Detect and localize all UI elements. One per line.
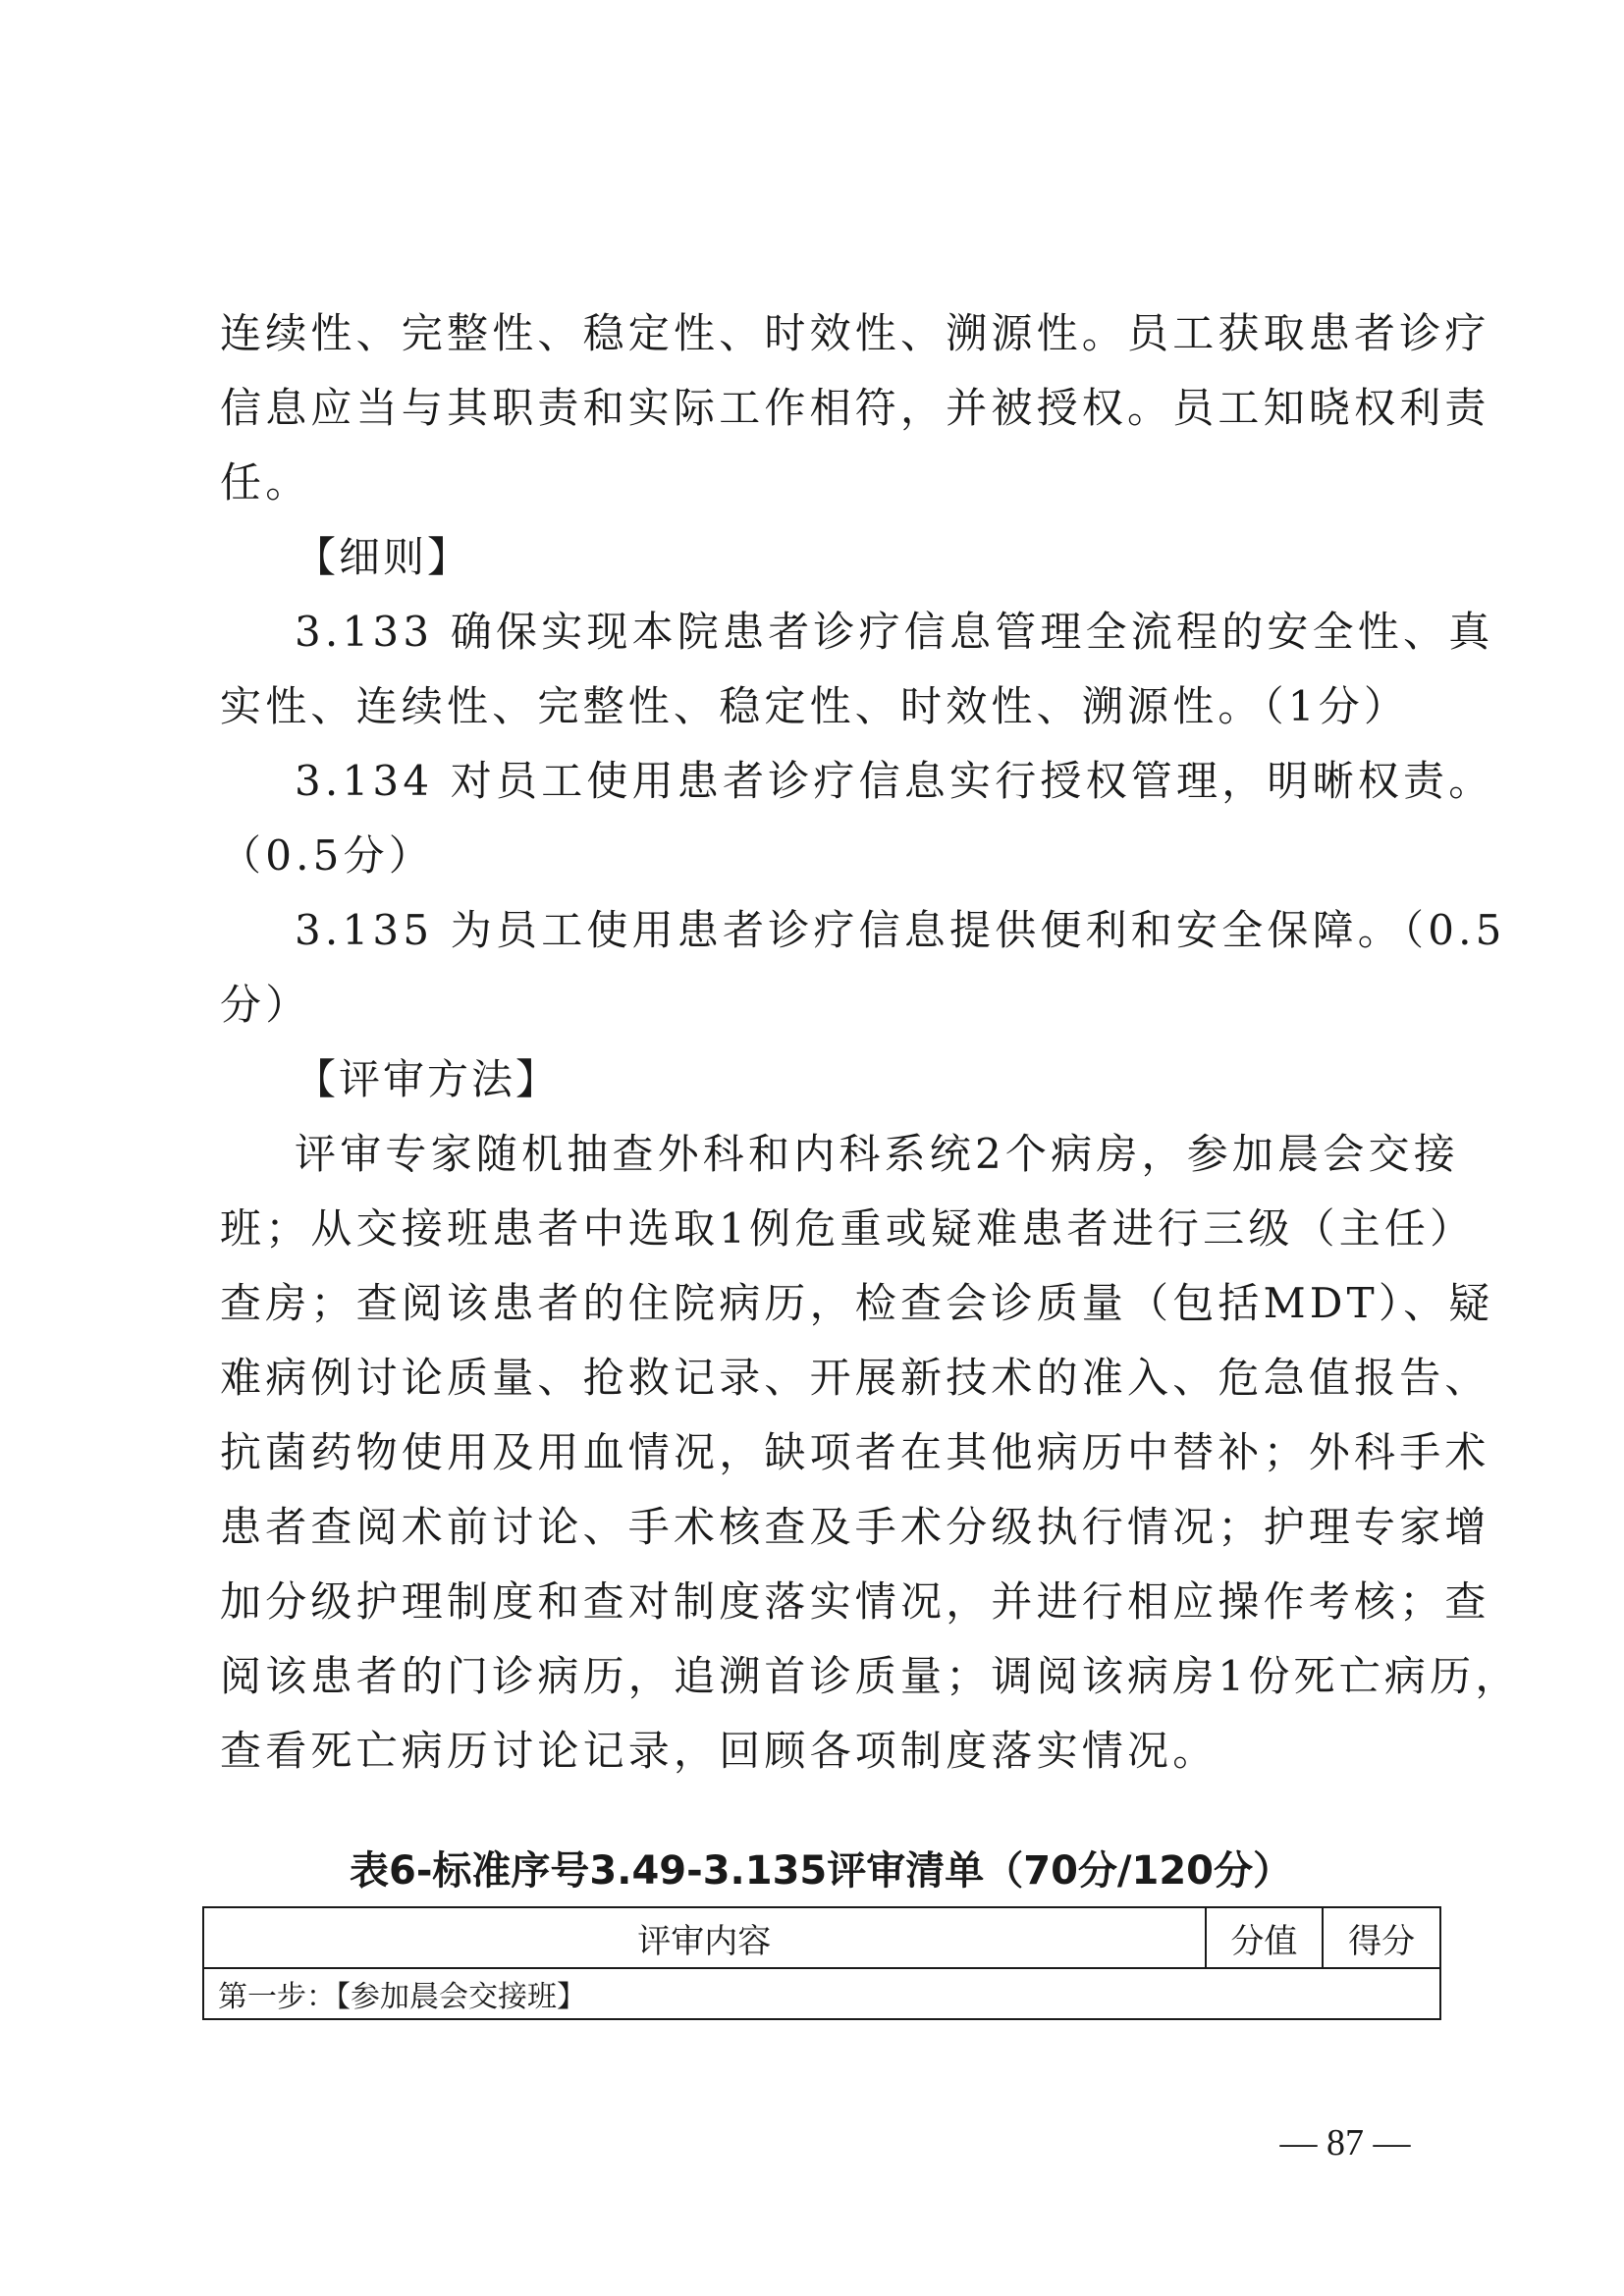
review-method-line: 抗菌药物使用及用血情况，缺项者在其他病历中替补；外科手术 xyxy=(220,1428,1490,1476)
text-line: 信息应当与其职责和实际工作相符，并被授权。员工知晓权利责 xyxy=(220,384,1490,432)
clause-3-134: 3.134 对员工使用患者诊疗信息实行授权管理，明晰权责。 xyxy=(295,757,1494,805)
text-line: （0.5分） xyxy=(220,831,434,880)
header-score-value: 分值 xyxy=(1206,1907,1324,1968)
review-method-line: 加分级护理制度和查对制度落实情况，并进行相应操作考核；查 xyxy=(220,1577,1490,1626)
review-method-line: 查看死亡病历讨论记录，回顾各项制度落实情况。 xyxy=(220,1727,1218,1775)
text-line: 分） xyxy=(220,981,311,1029)
table-row xyxy=(203,1968,1440,2019)
text-line: 连续性、完整性、稳定性、时效性、溯源性。员工获取患者诊疗 xyxy=(220,309,1490,357)
header-review-content: 评审内容 xyxy=(203,1907,1206,1968)
clause-3-133: 3.133 确保实现本院患者诊疗信息管理全流程的安全性、真 xyxy=(295,608,1494,656)
review-method-line: 难病例讨论质量、抢救记录、开展新技术的准入、危急值报告、 xyxy=(220,1354,1490,1402)
page-number: — 87 — xyxy=(1279,2122,1411,2163)
text-line: 任。 xyxy=(220,458,311,507)
section-heading-rules: 【细则】 xyxy=(295,533,472,581)
text-line: 实性、连续性、完整性、稳定性、时效性、溯源性。（1分） xyxy=(220,682,1410,730)
review-method-line: 评审专家随机抽查外科和内科系统2个病房，参加晨会交接 xyxy=(295,1130,1459,1178)
review-method-line: 查房；查阅该患者的住院病历，检查会诊质量（包括MDT）、疑 xyxy=(220,1279,1494,1327)
review-checklist-table xyxy=(202,1906,1441,2020)
header-obtained-score: 得分 xyxy=(1323,1907,1440,1968)
step-one-cell: 第一步：【参加晨会交接班】 xyxy=(203,1968,1440,2019)
section-heading-review-method: 【评审方法】 xyxy=(295,1055,561,1103)
review-method-line: 班；从交接班患者中选取1例危重或疑难患者进行三级（主任） xyxy=(220,1204,1476,1253)
table-header-row xyxy=(203,1907,1440,1968)
clause-3-135: 3.135 为员工使用患者诊疗信息提供便利和安全保障。（0.5 xyxy=(295,906,1506,954)
review-method-line: 患者查阅术前讨论、手术核查及手术分级执行情况；护理专家增 xyxy=(220,1503,1490,1551)
table-caption: 表6-标准序号3.49-3.135评审清单（70分/120分） xyxy=(349,1848,1293,1894)
review-method-line: 阅该患者的门诊病历，追溯首诊质量；调阅该病房1份死亡病历， xyxy=(220,1652,1521,1700)
